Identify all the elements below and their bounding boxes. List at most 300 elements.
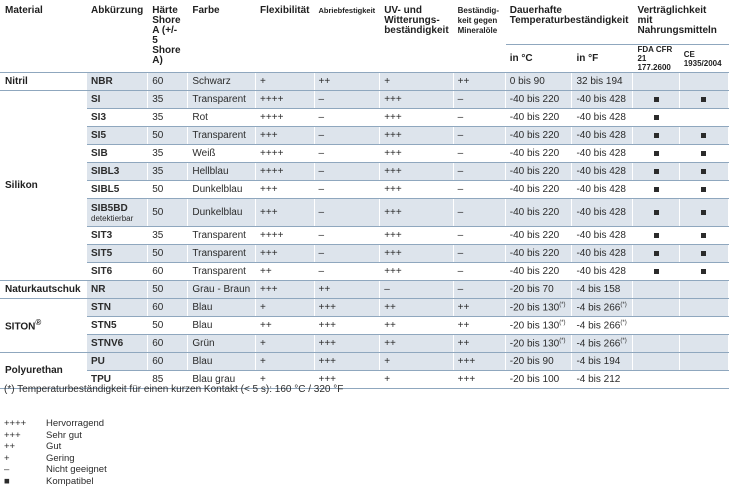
temp-value: -20 bis 70: [509, 284, 554, 295]
abrasion-cell: ++: [314, 281, 380, 299]
abbr-label: SIT6: [91, 266, 113, 277]
ce-cell: [679, 353, 728, 371]
uv-cell: ++: [380, 317, 453, 335]
flex-cell: +++: [256, 127, 314, 145]
header-temp: Dauerhafte Temperaturbeständigkeit: [505, 0, 633, 45]
temp-c-cell: [505, 109, 572, 127]
color-cell: Rot: [188, 109, 256, 127]
temp-value: -20 bis 130: [509, 320, 560, 332]
compatible-icon: [701, 97, 706, 102]
flex-cell: +: [256, 353, 314, 371]
compatible-icon: [701, 151, 706, 156]
abrasion-cell: +++: [314, 335, 380, 353]
table-row: [1, 109, 729, 127]
oil-cell: ++: [453, 73, 505, 91]
temp-f-cell: [572, 371, 633, 389]
temp-c-cell: [505, 181, 572, 199]
abbr-label: SIT3: [91, 230, 113, 241]
abbr-cell: [87, 335, 148, 353]
ce-cell: [679, 317, 728, 335]
ce-cell: [679, 299, 728, 317]
temp-c-cell: [505, 317, 572, 335]
material-label: Silikon: [5, 180, 38, 191]
legend-symbol: ++: [4, 441, 16, 453]
flex-cell: ++++: [256, 109, 314, 127]
material-name: [1, 299, 87, 353]
temp-c-cell: [505, 299, 572, 317]
material-label: Nitril: [5, 76, 28, 87]
abbr-label: SIT5: [91, 248, 113, 259]
ce-cell: [679, 371, 728, 389]
temp-c-cell: [505, 371, 572, 389]
legend: [4, 418, 107, 488]
hardness-cell: 35: [148, 163, 188, 181]
hardness-cell: 60: [148, 335, 188, 353]
header-temp-f: in °F: [572, 45, 633, 73]
hardness-cell: 35: [148, 145, 188, 163]
fda-cell: [633, 353, 679, 371]
fda-cell: [633, 263, 679, 281]
ce-cell: [679, 109, 728, 127]
flex-cell: +++: [256, 281, 314, 299]
temp-value: -40 bis 428: [576, 166, 626, 177]
abrasion-cell: –: [314, 145, 380, 163]
fda-cell: [633, 335, 679, 353]
abrasion-cell: –: [314, 199, 380, 227]
abbr-cell: [87, 263, 148, 281]
abbr-cell: [87, 245, 148, 263]
fda-cell: [633, 91, 679, 109]
abbr-label: SI3: [91, 112, 107, 123]
abbr-label: SIBL3: [91, 166, 120, 177]
material-label: Naturkautschuk: [5, 284, 81, 295]
temp-note-mark: (*): [620, 319, 627, 326]
flex-cell: +: [256, 73, 314, 91]
uv-cell: +++: [380, 163, 453, 181]
temp-value: -40 bis 428: [576, 266, 626, 277]
temp-value: -40 bis 428: [576, 248, 626, 259]
abbr-cell: [87, 299, 148, 317]
temp-value: -40 bis 220: [509, 94, 560, 105]
flex-cell: ++: [256, 317, 314, 335]
fda-cell: [633, 127, 679, 145]
table-row: [1, 317, 729, 335]
abbr-cell: [87, 109, 148, 127]
temp-value: -40 bis 220: [509, 112, 560, 123]
uv-cell: +++: [380, 199, 453, 227]
ce-cell: [679, 335, 728, 353]
legend-label: Nicht geeignet: [46, 464, 107, 476]
color-cell: Schwarz: [188, 73, 256, 91]
temp-value: -40 bis 428: [576, 112, 626, 123]
hardness-cell: 50: [148, 245, 188, 263]
temp-c-cell: [505, 353, 572, 371]
oil-cell: –: [453, 245, 505, 263]
temp-note-mark: (*): [559, 301, 566, 308]
hardness-cell: 60: [148, 299, 188, 317]
temp-value: -4 bis 212: [576, 374, 621, 385]
temp-f-cell: [572, 145, 633, 163]
compatible-icon: [701, 233, 706, 238]
temp-value: -40 bis 428: [576, 94, 626, 105]
uv-cell: ++: [380, 335, 453, 353]
fda-cell: [633, 181, 679, 199]
hardness-cell: 60: [148, 263, 188, 281]
temp-c-cell: [505, 245, 572, 263]
abrasion-cell: –: [314, 227, 380, 245]
oil-cell: –: [453, 91, 505, 109]
abbr-cell: [87, 317, 148, 335]
legend-item: [4, 430, 107, 442]
temp-c-cell: [505, 145, 572, 163]
temp-c-cell: [505, 163, 572, 181]
hardness-cell: 50: [148, 199, 188, 227]
fda-cell: [633, 227, 679, 245]
ce-cell: [679, 127, 728, 145]
temp-c-cell: [505, 127, 572, 145]
abrasion-cell: –: [314, 181, 380, 199]
uv-cell: +++: [380, 127, 453, 145]
table-row: [1, 163, 729, 181]
uv-cell: +++: [380, 145, 453, 163]
ce-cell: [679, 281, 728, 299]
temp-value: -40 bis 428: [576, 148, 626, 159]
material-name: [1, 281, 87, 299]
table-row: [1, 281, 729, 299]
fda-cell: [633, 145, 679, 163]
temp-f-cell: [572, 227, 633, 245]
abrasion-cell: –: [314, 109, 380, 127]
temp-c-cell: [505, 227, 572, 245]
temp-value: -4 bis 194: [576, 356, 621, 367]
temp-value: -40 bis 220: [509, 230, 560, 241]
header-abbr: Abkürzung: [87, 0, 148, 73]
temp-f-cell: [572, 127, 633, 145]
temp-value: -40 bis 220: [509, 184, 560, 195]
compatible-icon: [701, 169, 706, 174]
table-row: [1, 181, 729, 199]
oil-cell: ++: [453, 335, 505, 353]
header-material: Material: [1, 0, 87, 73]
ce-cell: [679, 227, 728, 245]
oil-cell: –: [453, 281, 505, 299]
temp-value: 32 bis 194: [576, 76, 623, 87]
abbr-cell: [87, 353, 148, 371]
header-temp-c: in °C: [505, 45, 572, 73]
hardness-cell: 35: [148, 109, 188, 127]
compatible-icon: [654, 187, 659, 192]
header-food: Verträglichkeit mit Nahrungsmitteln: [633, 0, 729, 45]
abbr-label: STNV6: [91, 338, 124, 349]
flex-cell: +++: [256, 181, 314, 199]
abbr-sub-label: detektierbar: [91, 213, 134, 223]
temp-value: -40 bis 220: [509, 130, 560, 141]
temp-c-cell: [505, 281, 572, 299]
temp-f-cell: [572, 73, 633, 91]
color-cell: Transparent: [188, 263, 256, 281]
temp-f-cell: [572, 263, 633, 281]
oil-cell: –: [453, 199, 505, 227]
abrasion-cell: –: [314, 91, 380, 109]
uv-cell: +++: [380, 245, 453, 263]
table-row: [1, 227, 729, 245]
legend-item: [4, 453, 107, 465]
uv-cell: +: [380, 371, 453, 389]
legend-symbol: ■: [4, 475, 10, 487]
compatible-icon: [654, 210, 659, 215]
fda-cell: [633, 245, 679, 263]
temp-value: -40 bis 220: [509, 148, 560, 159]
abbr-cell: [87, 199, 148, 227]
abbr-label: NBR: [91, 76, 113, 87]
flex-cell: +: [256, 335, 314, 353]
compatible-icon: [701, 269, 706, 274]
ce-cell: [679, 91, 728, 109]
oil-cell: ++: [453, 317, 505, 335]
abbr-label: STN5: [91, 320, 117, 331]
oil-cell: –: [453, 227, 505, 245]
flex-cell: ++++: [256, 227, 314, 245]
legend-label: Gut: [46, 441, 62, 453]
material-name: [1, 73, 87, 91]
temp-value: -40 bis 220: [509, 248, 560, 259]
hardness-cell: 50: [148, 317, 188, 335]
oil-cell: +++: [453, 371, 505, 389]
temp-value: -4 bis 266: [576, 338, 621, 350]
table-row: [1, 299, 729, 317]
fda-cell: [633, 163, 679, 181]
temp-c-cell: [505, 199, 572, 227]
color-cell: Transparent: [188, 127, 256, 145]
abbr-cell: [87, 163, 148, 181]
registered-mark: ®: [35, 318, 42, 328]
abbr-label: STN: [91, 302, 112, 313]
compatible-icon: [701, 251, 706, 256]
hardness-cell: 50: [148, 181, 188, 199]
temp-c-cell: [505, 73, 572, 91]
temp-f-cell: [572, 335, 633, 353]
abrasion-cell: +++: [314, 353, 380, 371]
legend-label: Sehr gut: [46, 429, 82, 441]
uv-cell: –: [380, 281, 453, 299]
ce-cell: [679, 163, 728, 181]
oil-cell: –: [453, 263, 505, 281]
table-row: [1, 263, 729, 281]
uv-cell: +: [380, 73, 453, 91]
temp-value: -4 bis 266: [576, 320, 621, 332]
hardness-cell: 60: [148, 73, 188, 91]
header-fda: FDA CFR 21 177.2600: [633, 45, 679, 73]
temp-c-cell: [505, 335, 572, 353]
ce-cell: [679, 145, 728, 163]
hardness-cell: 85: [148, 371, 188, 389]
abbr-label: TPU: [91, 374, 112, 385]
header-abrasion: Abriebfestigkeit: [314, 0, 380, 73]
abbr-cell: [87, 181, 148, 199]
legend-symbol: –: [4, 464, 10, 476]
abrasion-cell: ++: [314, 73, 380, 91]
header-uv: UV- und Witterungs-beständigkeit: [380, 0, 453, 73]
temp-value: -40 bis 428: [576, 230, 626, 241]
temp-f-cell: [572, 299, 633, 317]
hardness-cell: 50: [148, 281, 188, 299]
flex-cell: +++: [256, 199, 314, 227]
abrasion-cell: +++: [314, 299, 380, 317]
oil-cell: –: [453, 145, 505, 163]
flex-cell: ++++: [256, 163, 314, 181]
temp-value: -20 bis 90: [509, 356, 554, 367]
fda-cell: [633, 109, 679, 127]
ce-cell: [679, 181, 728, 199]
abrasion-cell: –: [314, 163, 380, 181]
temp-value: -40 bis 220: [509, 166, 560, 177]
hardness-cell: 50: [148, 127, 188, 145]
material-label: Polyurethan: [5, 365, 63, 376]
abrasion-cell: –: [314, 245, 380, 263]
legend-item: [4, 418, 107, 430]
abbr-cell: [87, 73, 148, 91]
fda-cell: [633, 317, 679, 335]
color-cell: Blau: [188, 317, 256, 335]
temp-value: -20 bis 100: [509, 374, 560, 385]
color-cell: Weiß: [188, 145, 256, 163]
table-row: [1, 245, 729, 263]
uv-cell: ++: [380, 299, 453, 317]
abbr-cell: [87, 281, 148, 299]
temp-c-cell: [505, 91, 572, 109]
oil-cell: –: [453, 127, 505, 145]
abbr-cell: [87, 91, 148, 109]
compatible-icon: [654, 133, 659, 138]
uv-cell: +++: [380, 263, 453, 281]
header-ce: CE 1935/2004: [679, 45, 728, 73]
hardness-cell: 35: [148, 227, 188, 245]
materials-body: [1, 73, 729, 389]
legend-label: Hervorragend: [46, 418, 105, 429]
compatible-icon: [654, 151, 659, 156]
compatible-icon: [701, 187, 706, 192]
ce-cell: [679, 199, 728, 227]
temp-value: -20 bis 130: [509, 338, 560, 350]
header-hardness: Härte Shore A (+/- 5 Shore A): [148, 0, 188, 73]
compatible-icon: [654, 251, 659, 256]
ce-cell: [679, 73, 728, 91]
abbr-label: SIB: [91, 148, 108, 159]
temp-f-cell: [572, 317, 633, 335]
compatible-icon: [654, 269, 659, 274]
compatible-icon: [654, 233, 659, 238]
legend-symbol: ++++: [4, 418, 27, 429]
temp-f-cell: [572, 181, 633, 199]
color-cell: Grün: [188, 335, 256, 353]
flex-cell: +++: [256, 245, 314, 263]
ce-cell: [679, 245, 728, 263]
color-cell: Dunkelblau: [188, 199, 256, 227]
header-color: Farbe: [188, 0, 256, 73]
temp-note-mark: (*): [559, 319, 566, 326]
abrasion-cell: +++: [314, 371, 380, 389]
color-cell: Transparent: [188, 91, 256, 109]
temp-value: 0 bis 90: [509, 76, 545, 87]
material-name: [1, 91, 87, 281]
hardness-cell: 35: [148, 91, 188, 109]
legend-item: [4, 441, 107, 453]
table-row: [1, 199, 729, 227]
abbr-label: SI5: [91, 130, 107, 141]
legend-label: Kompatibel: [46, 475, 94, 487]
compatible-icon: [654, 97, 659, 102]
abrasion-cell: –: [314, 263, 380, 281]
flex-cell: ++++: [256, 145, 314, 163]
color-cell: Transparent: [188, 227, 256, 245]
temp-value: -20 bis 130: [509, 302, 560, 314]
fda-cell: [633, 73, 679, 91]
abbr-cell: [87, 127, 148, 145]
ce-cell: [679, 263, 728, 281]
table-row: [1, 127, 729, 145]
fda-cell: [633, 281, 679, 299]
temp-f-cell: [572, 199, 633, 227]
table-row: [1, 145, 729, 163]
oil-cell: –: [453, 163, 505, 181]
oil-cell: ++: [453, 299, 505, 317]
temp-value: -40 bis 428: [576, 184, 626, 195]
legend-label: Gering: [46, 452, 75, 464]
compatible-icon: [654, 169, 659, 174]
abbr-cell: [87, 145, 148, 163]
fda-cell: [633, 299, 679, 317]
abbr-label: NR: [91, 284, 106, 295]
uv-cell: +++: [380, 181, 453, 199]
uv-cell: +: [380, 353, 453, 371]
color-cell: Blau: [188, 299, 256, 317]
abbr-label: SI: [91, 94, 101, 105]
temp-value: -40 bis 428: [576, 130, 626, 141]
temp-note-mark: (*): [559, 337, 566, 344]
uv-cell: +++: [380, 109, 453, 127]
color-cell: Blau: [188, 353, 256, 371]
compatible-icon: [701, 210, 706, 215]
oil-cell: –: [453, 109, 505, 127]
temp-note-mark: (*): [620, 301, 627, 308]
legend-item: [4, 476, 107, 488]
legend-symbol: +++: [4, 429, 21, 441]
temp-f-cell: [572, 245, 633, 263]
table-row: [1, 353, 729, 371]
temp-f-cell: [572, 109, 633, 127]
color-cell: Dunkelblau: [188, 181, 256, 199]
table-row: [1, 335, 729, 353]
table-row: [1, 73, 729, 91]
oil-cell: –: [453, 181, 505, 199]
temp-f-cell: [572, 281, 633, 299]
compatible-icon: [654, 115, 659, 120]
abrasion-cell: +++: [314, 317, 380, 335]
footnote: (*) Temperaturbeständigkeit für einen kurzen Kontakt (< 5 s): 160 °C / 320 °F: [4, 384, 344, 395]
flex-cell: ++: [256, 263, 314, 281]
legend-item: [4, 464, 107, 476]
table-row: [1, 91, 729, 109]
color-cell: Grau - Braun: [188, 281, 256, 299]
temp-f-cell: [572, 163, 633, 181]
abbr-label: SIB5BD: [91, 202, 128, 214]
temp-f-cell: [572, 91, 633, 109]
uv-cell: +++: [380, 91, 453, 109]
temp-value: -4 bis 158: [576, 284, 621, 295]
temp-c-cell: [505, 263, 572, 281]
fda-cell: [633, 199, 679, 227]
flex-cell: +: [256, 371, 314, 389]
